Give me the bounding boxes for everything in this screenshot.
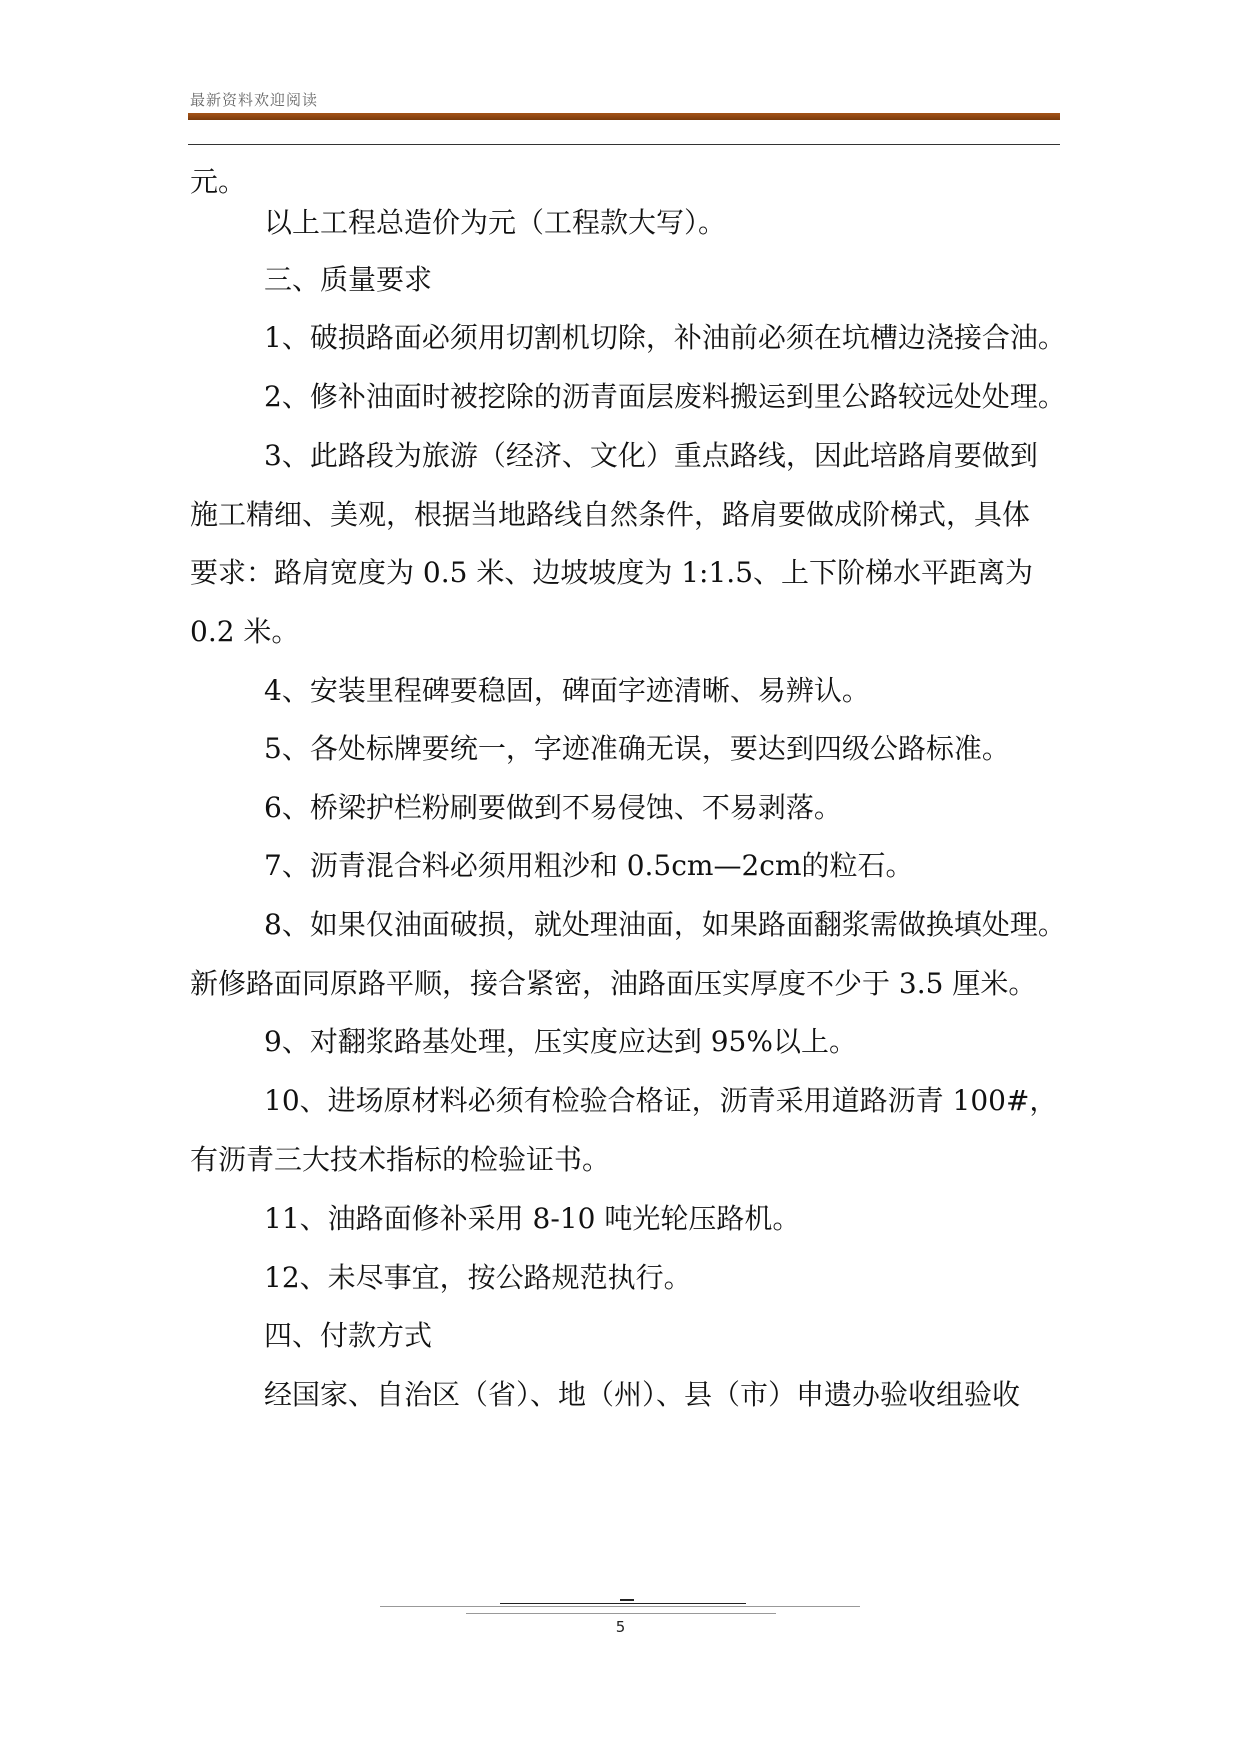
paragraph-line: 有沥青三大技术指标的检验证书。 [190, 1143, 611, 1176]
footer-dash [620, 1599, 634, 1601]
paragraph-line: 新修路面同原路平顺，接合紧密，油路面压实厚度不少于 3.5 厘米。 [190, 967, 1037, 1000]
footer-rule [466, 1613, 776, 1614]
header-rule-thin [188, 144, 1060, 145]
paragraph-line: 12、未尽事宜，按公路规范执行。 [264, 1261, 692, 1294]
paragraph-line: 2、修补油面时被挖除的沥青面层废料搬运到里公路较远处处理。 [264, 380, 1066, 413]
paragraph-line: 6、桥梁护栏粉刷要做到不易侵蚀、不易剥落。 [264, 791, 842, 824]
paragraph-line: 7、沥青混合料必须用粗沙和 0.5cm—2cm的粒石。 [264, 849, 914, 882]
header-rule-thick [188, 113, 1060, 120]
paragraph-line: 0.2 米。 [190, 615, 300, 648]
header-text: 最新资料欢迎阅读 [190, 91, 319, 109]
paragraph-line: 8、如果仅油面破损，就处理油面，如果路面翻浆需做换填处理。 [264, 908, 1066, 941]
paragraph-line: 1、破损路面必须用切割机切除，补油前必须在坑槽边浇接合油。 [264, 321, 1066, 354]
footer-rule [500, 1603, 746, 1604]
paragraph-line: 10、进场原材料必须有检验合格证，沥青采用道路沥青 100#， [264, 1084, 1058, 1117]
paragraph-line: 要求：路肩宽度为 0.5 米、边坡坡度为 1:1.5、上下阶梯水平距离为 [190, 556, 1034, 589]
paragraph-line: 经国家、自治区（省）、地（州）、县（市）申遗办验收组验收 [264, 1378, 1021, 1411]
paragraph-line: 以上工程总造价为元（工程款大写）。 [264, 206, 727, 239]
paragraph-line: 4、安装里程碑要稳固，碑面字迹清晰、易辨认。 [264, 674, 870, 707]
paragraph-line: 3、此路段为旅游（经济、文化）重点路线，因此培路肩要做到 [264, 439, 1038, 472]
paragraph-line: 元。 [190, 165, 247, 198]
paragraph-line: 11、油路面修补采用 8-10 吨光轮压路机。 [264, 1202, 801, 1235]
section-heading: 四、付款方式 [264, 1319, 433, 1352]
page-number: 5 [615, 1618, 626, 1636]
paragraph-line: 5、各处标牌要统一，字迹准确无误，要达到四级公路标准。 [264, 732, 1010, 765]
section-heading: 三、质量要求 [264, 263, 433, 296]
footer-rule [380, 1606, 860, 1607]
paragraph-line: 9、对翻浆路基处理，压实度应达到 95%以上。 [264, 1025, 857, 1058]
paragraph-line: 施工精细、美观，根据当地路线自然条件，路肩要做成阶梯式，具体 [190, 498, 1031, 531]
